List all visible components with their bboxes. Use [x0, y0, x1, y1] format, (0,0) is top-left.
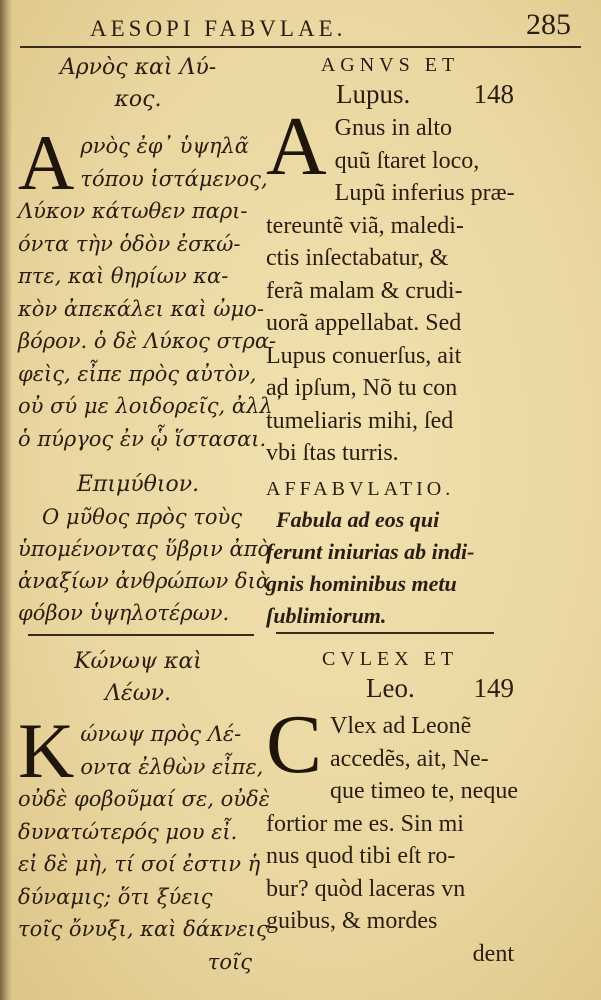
greek-title-line: Αρνὸς καὶ Λύ- [59, 55, 217, 80]
fable-number: 149 [473, 673, 514, 703]
text-line: τοῖς ὄνυξι, καὶ δάκνεις [18, 917, 268, 941]
moral-heading: Επιμύθιον. [76, 472, 200, 497]
drop-cap: A [18, 119, 75, 206]
fable-148-greek [18, 52, 284, 629]
page-gutter [0, 0, 12, 1000]
text-line: οὐδὲ φοβοῦμαί σε, οὐδὲ [18, 787, 270, 811]
drop-cap: K [18, 707, 75, 794]
moral-line: Fabula ad eos qui [276, 506, 440, 532]
text-line: δύναμις; ὅτι ξύεις [18, 884, 213, 909]
text-line: ώνωψ πρὸς Λέ- [80, 722, 242, 746]
drop-cap: A [266, 100, 327, 193]
fable-149-latin [266, 646, 518, 970]
text-line: guibus, & mordes [266, 908, 438, 934]
latin-subtitle-word: Leo. [366, 673, 415, 703]
text-line: quũ ſtaret loco, [334, 147, 480, 174]
moral-line: ὑπομένοντας ὕβριν ἀπὸ [18, 537, 271, 561]
greek-title-line: Κώνωψ καὶ [74, 649, 202, 674]
moral-line: φόβον ὑψηλοτέρων. [18, 601, 230, 625]
latin-text [266, 100, 515, 470]
text-line: Vlex ad Leonẽ [330, 713, 472, 739]
greek-text [18, 707, 270, 978]
text-line: uorã appellabat. Sed [266, 310, 462, 336]
text-line: κὸν ἀπεκάλει καὶ ὠμο- [18, 296, 264, 321]
text-line: Lupus conuerſus, ait [266, 342, 462, 369]
moral-line: ferunt iniurias ab indi- [266, 538, 475, 564]
page-number: 285 [526, 8, 571, 41]
text-line: bur? quòd laceras vn [266, 875, 466, 902]
text-line: ρνὸς ἐφ᾽ ὑψηλᾶ [80, 134, 249, 158]
text-line: nus quod tibi eſt ro- [266, 843, 456, 869]
section-rule [276, 632, 494, 634]
text-line: οὐ σύ με λοιδορεῖς, ἀλλ᾽ [18, 394, 284, 418]
text-line: εἰ δὲ μὴ, τί σοί ἐστιν ἡ [18, 852, 261, 876]
text-line: ferã malam & crudi- [266, 277, 463, 304]
text-line: Λύκον κάτωθεν παρι- [18, 199, 248, 223]
text-line: όντα τὴν ὁδὸν ἐσκώ- [18, 231, 241, 256]
text-line: δυνατώτερός μου εἶ. [18, 819, 238, 844]
latin-title-caps: CVLEX ET [321, 648, 459, 670]
text-line: Gnus in alto [334, 115, 452, 141]
text-line: ὁ πύργος ἐν ᾧ ἵστασαι. [18, 426, 267, 451]
text-line: ad ipſum, Nõ tu con [266, 375, 458, 401]
latin-subtitle-word: Lupus. [336, 79, 411, 109]
text-line: que timeo te, neque [330, 778, 518, 804]
catchword: dent [472, 940, 514, 967]
text-line: οντα ἐλθὼν εἶπε, [80, 754, 264, 779]
moral-heading: AFFABVLATIO. [266, 477, 455, 500]
fable-number: 148 [473, 79, 514, 109]
text-line: vbi ſtas turris. [266, 440, 399, 466]
header-rule [20, 46, 581, 48]
text-line: ctis inſectabatur, & [266, 245, 449, 271]
text-line: τόπου ἱστάμενος, [80, 166, 268, 191]
text-line: tumeliaris mihi, ſed [266, 407, 454, 434]
text-line: accedẽs, ait, Ne- [330, 745, 489, 772]
drop-cap: C [266, 698, 323, 791]
greek-title-line: Λέων. [105, 681, 171, 706]
running-title: AESOPI FABVLAE. [90, 16, 347, 41]
moral-line: ἀναξίων ἀνθρώπων διὰ [18, 569, 270, 593]
text-line: tereuntẽ viã, maledi- [266, 212, 464, 239]
moral-line: gnis hominibus metu [266, 570, 457, 596]
text-line: πτε, καὶ θηρίων κα- [18, 264, 229, 288]
fable-148-latin [266, 52, 514, 632]
text-line: fortior me es. Sin mi [266, 810, 464, 837]
moral-line: Ο μῦθος πρὸς τοὺς [42, 505, 243, 529]
section-rule [28, 634, 254, 636]
greek-title-line: κος. [114, 87, 162, 112]
text-line: βόρον. ὁ δὲ Λύκος στρα- [18, 329, 277, 353]
latin-text [266, 698, 518, 970]
latin-title-caps: AGNVS ET [320, 54, 460, 76]
page-header [20, 6, 581, 46]
catchword: τοῖς [207, 949, 252, 974]
fable-149-greek [18, 646, 270, 978]
text-line: Lupũ inferius præ- [334, 180, 515, 206]
moral-line: ſublimiorum. [266, 602, 387, 628]
greek-text [18, 119, 284, 455]
text-line: φεὶς, εἶπε πρὸς αὐτὸν, [18, 361, 257, 386]
